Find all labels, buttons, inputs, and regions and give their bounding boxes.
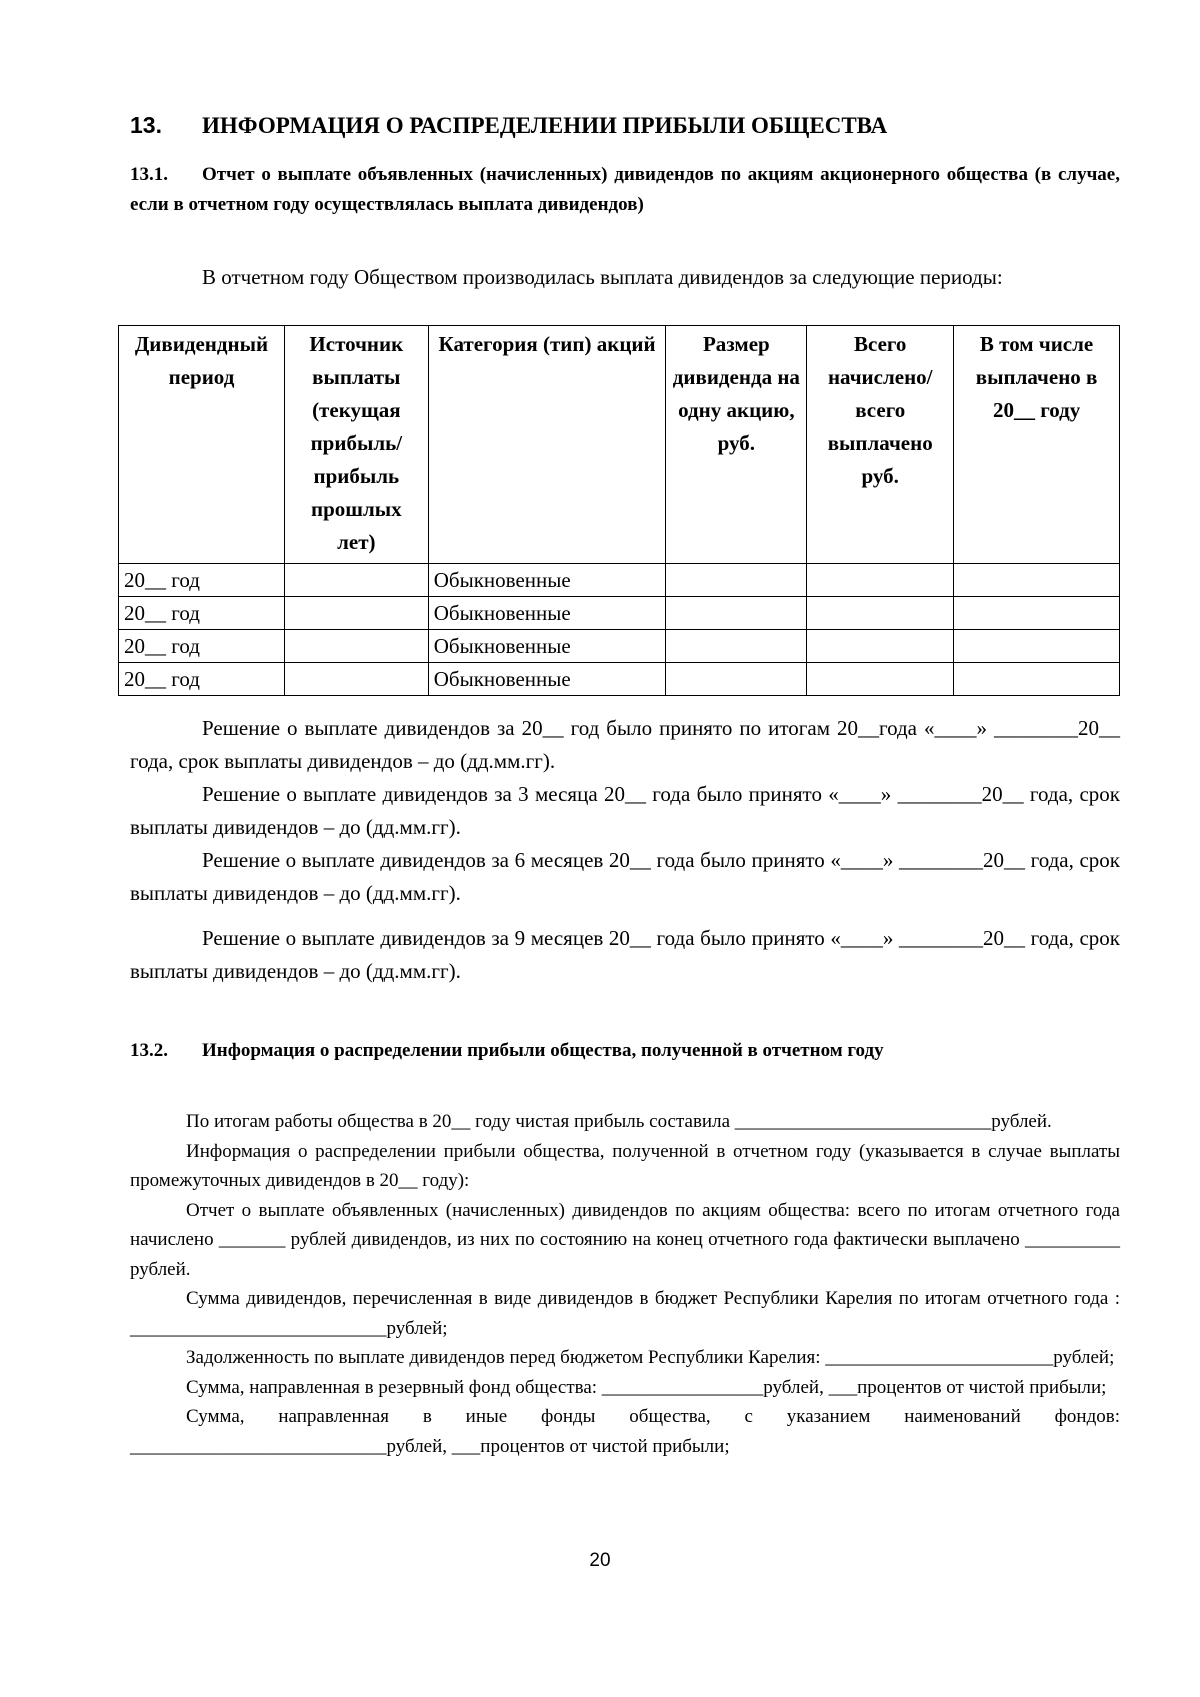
table-row — [119, 663, 1120, 696]
table-cell: 20__ год — [119, 663, 285, 696]
table-cell — [807, 597, 954, 630]
section-13-number: 13. — [130, 112, 162, 138]
profit-paragraph: Отчет о выплате объявленных (начисленных) дивидендов по акциям общества: всего по итогам отчетного года начислено _______ рублей дивидендов, из них по состоянию на конец отчетного года фактически выплачено __________ рублей. — [130, 1199, 1120, 1280]
profit-paragraph: Информация о распределении прибыли общества, полученной в отчетном году (указывается в случае выплаты промежуточных дивидендов в 20__ году): — [130, 1140, 1120, 1191]
section-13-title: ИНФОРМАЦИЯ О РАСПРЕДЕЛЕНИИ ПРИБЫЛИ ОБЩЕСТВА — [202, 113, 888, 138]
table-cell — [807, 564, 954, 597]
table-row — [119, 564, 1120, 597]
decision-paragraph: Решение о выплате дивидендов за 20__ год было принято по итогам 20__года «____» ________20__ года, срок выплаты дивидендов – до (дд.мм.гг). — [130, 716, 1120, 773]
section-13-heading — [130, 112, 887, 139]
dividend-decisions — [130, 712, 1120, 988]
table-row — [119, 630, 1120, 663]
table-cell — [666, 630, 807, 663]
table-cell — [666, 597, 807, 630]
table-cell — [954, 597, 1120, 630]
table-cell — [666, 663, 807, 696]
table-header-cell: Источник выплаты (текущая прибыль/ прибыль прошлых лет) — [284, 326, 428, 564]
dividend-table — [118, 325, 1120, 696]
table-header-row — [119, 326, 1120, 564]
table-cell — [954, 663, 1120, 696]
table-cell — [284, 630, 428, 663]
table-cell — [807, 630, 954, 663]
table-cell — [954, 564, 1120, 597]
table-cell — [284, 564, 428, 597]
section-13-1-title: Отчет о выплате объявленных (начисленных) дивидендов по акциям акционерного общества (в случае, если в отчетном году осуществлялась выплата дивидендов) — [130, 164, 1120, 215]
table-cell — [666, 564, 807, 597]
section-13-2-heading — [130, 1040, 884, 1062]
table-cell: 20__ год — [119, 597, 285, 630]
table-cell: Обыкновенные — [428, 597, 666, 630]
page-number: 20 — [589, 1550, 611, 1571]
table-header-cell: Размер дивиденда на одну акцию, руб. — [666, 326, 807, 564]
profit-paragraph: Сумма, направленная в иные фонды общества, с указанием наименований фондов: ___________________________рублей, ___процентов от чистой прибыли; — [130, 1406, 1120, 1457]
table-cell — [284, 597, 428, 630]
profit-paragraph: По итогам работы общества в 20__ году чистая прибыль составила ___________________________рублей. — [186, 1111, 1052, 1132]
table-cell: 20__ год — [119, 564, 285, 597]
profit-paragraph: Задолженность по выплате дивидендов перед бюджетом Республики Карелия: ________________________рублей; — [186, 1347, 1115, 1368]
profit-distribution — [130, 1107, 1120, 1461]
section-13-2-title: Информация о распределении прибыли общества, полученной в отчетном году — [202, 1040, 884, 1061]
table-cell: 20__ год — [119, 630, 285, 663]
section-13-1-number: 13.1. — [130, 164, 168, 185]
table-row — [119, 597, 1120, 630]
table-header-cell: Дивидендный период — [119, 326, 285, 564]
profit-paragraph: Сумма, направленная в резервный фонд общества: _________________рублей, ___процентов от чистой прибыли; — [186, 1376, 1107, 1398]
table-cell: Обыкновенные — [428, 564, 666, 597]
table-header-cell: Всего начислено/ всего выплачено руб. — [807, 326, 954, 564]
table-cell — [954, 630, 1120, 663]
table-cell: Обыкновенные — [428, 630, 666, 663]
intro-text: В отчетном году Обществом производилась выплата дивидендов за следующие периоды: — [202, 265, 1003, 289]
section-13-2-number: 13.2. — [130, 1040, 168, 1061]
table-header-cell: Категория (тип) акций — [428, 326, 666, 564]
table-cell — [807, 663, 954, 696]
intro-paragraph — [130, 262, 1120, 293]
profit-paragraph: Сумма дивидендов, перечисленная в виде дивидендов в бюджет Республики Карелия по итогам отчетного года : ___________________________рублей; — [130, 1288, 1120, 1339]
decision-paragraph: Решение о выплате дивидендов за 3 месяца 20__ года было принято «____» ________20__ года, срок выплаты дивидендов – до (дд.мм.гг). — [130, 782, 1120, 839]
table-header-cell: В том числе выплачено в 20__ году — [954, 326, 1120, 564]
table-cell: Обыкновенные — [428, 663, 666, 696]
table-cell — [284, 663, 428, 696]
section-13-1-heading — [130, 160, 1120, 220]
decision-paragraph: Решение о выплате дивидендов за 6 месяцев 20__ года было принято «____» ________20__ года, срок выплаты дивидендов – до (дд.мм.гг). — [130, 848, 1120, 905]
decision-paragraph: Решение о выплате дивидендов за 9 месяцев 20__ года было принято «____» ________20__ года, срок выплаты дивидендов – до (дд.мм.гг). — [130, 926, 1120, 983]
